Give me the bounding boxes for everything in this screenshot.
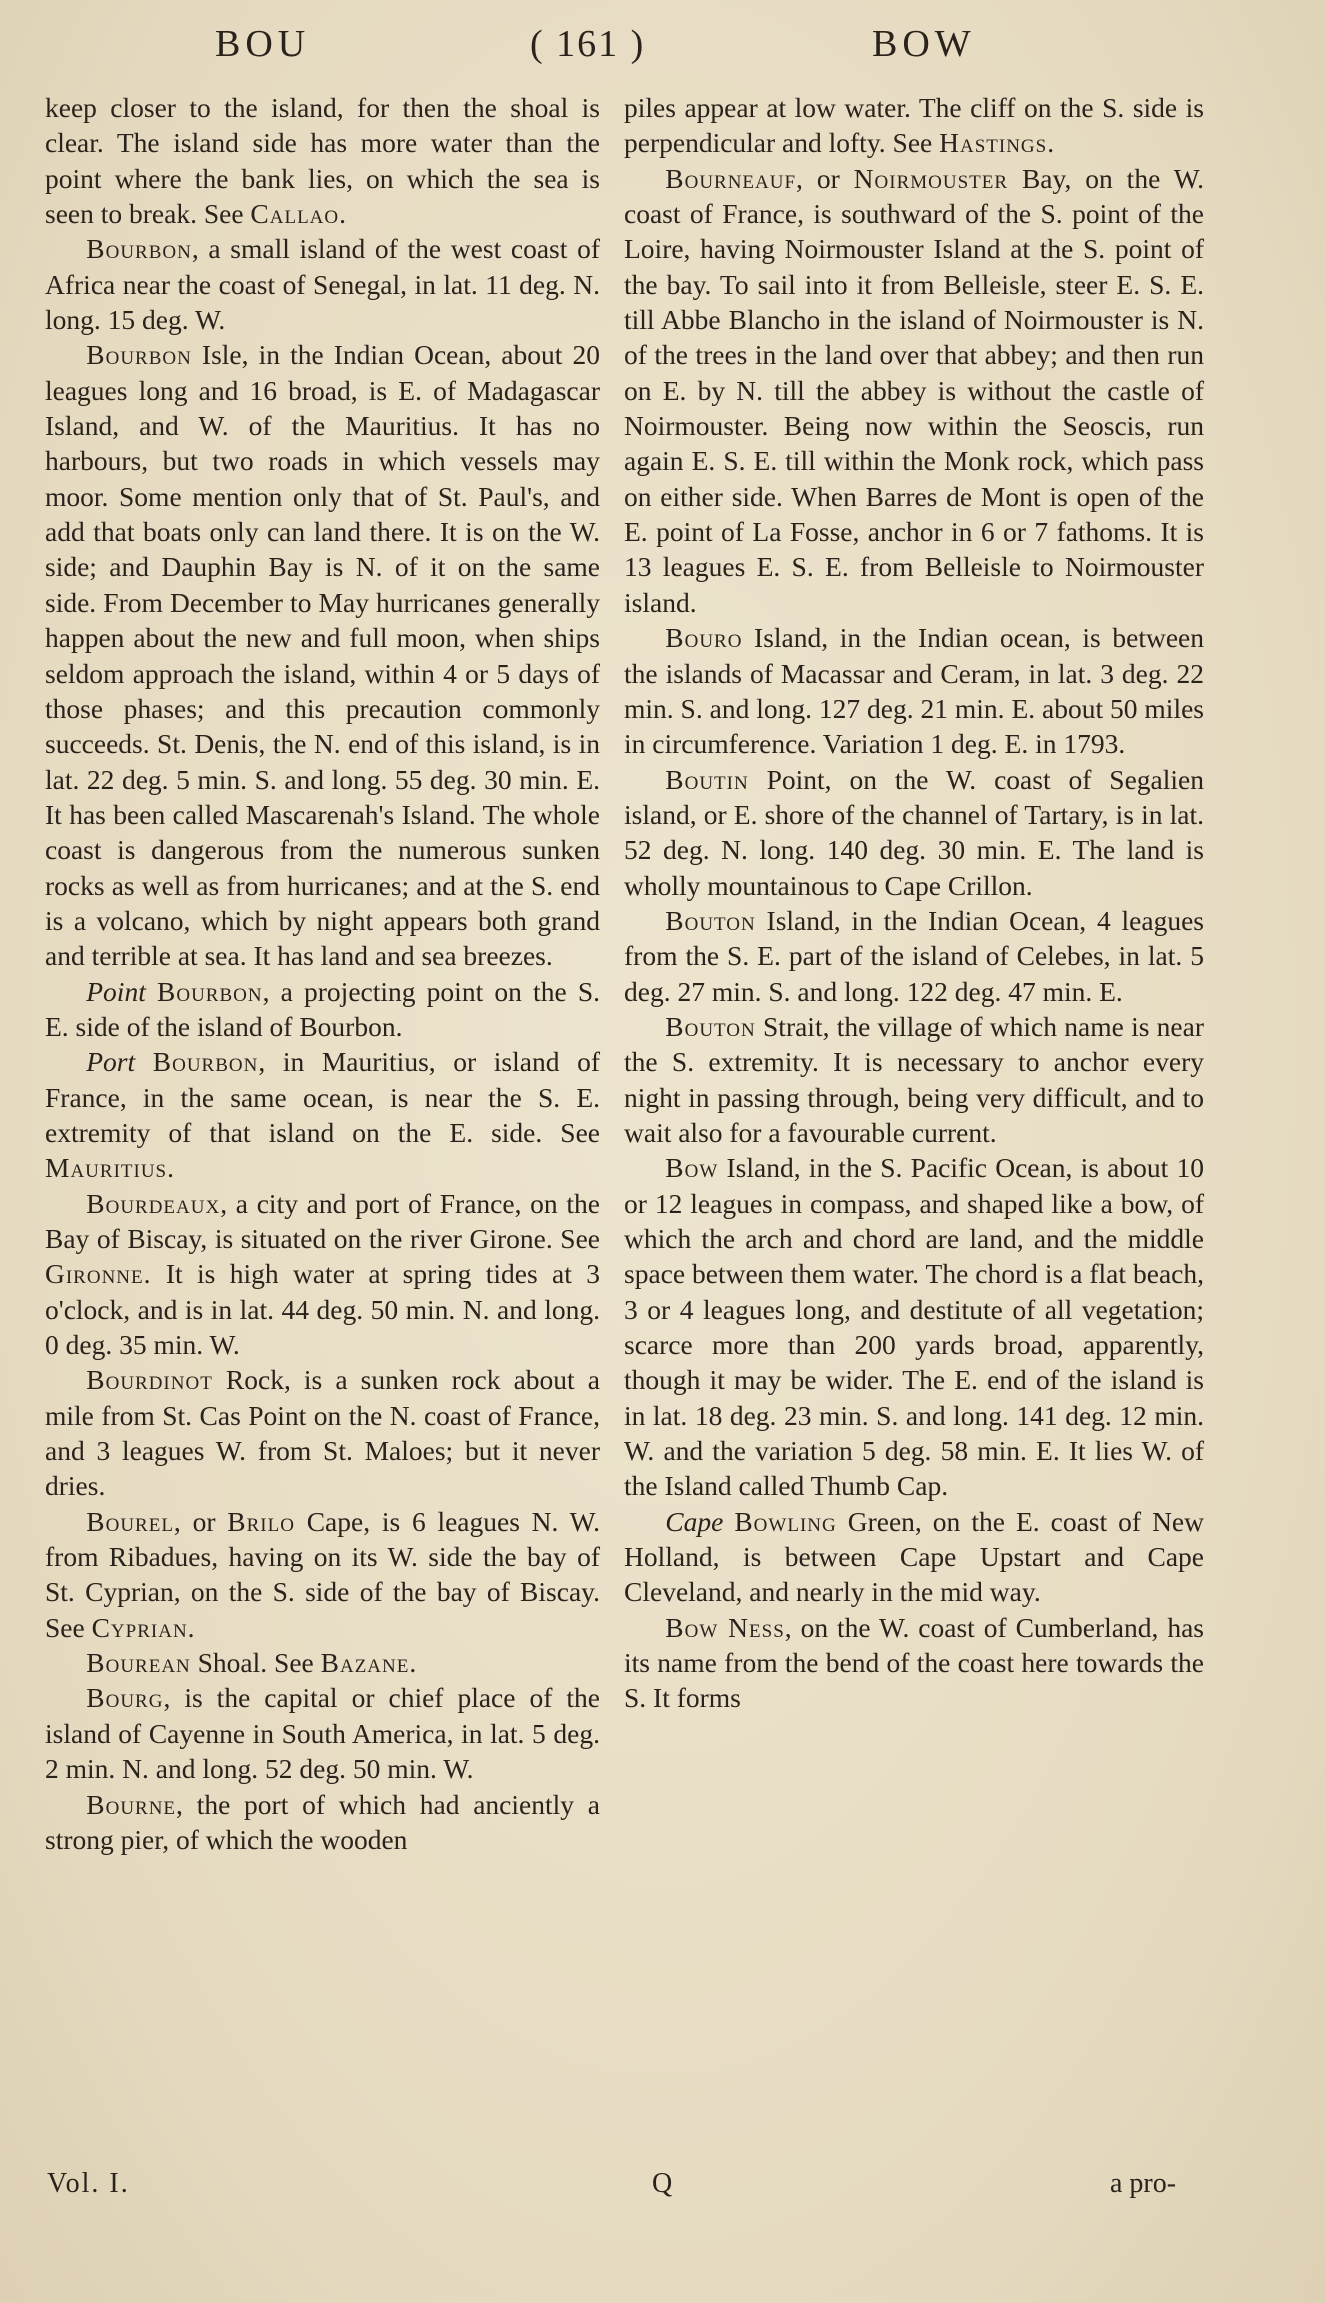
entry-headword: Bouton <box>665 904 756 936</box>
dictionary-entry <box>624 620 1204 761</box>
entry-text: Island, in the Indian ocean, is between the islands of Macassar and Ceram, in lat. 3 deg. 22 min. S. and long. 127 deg. 21 min. E. about 50 miles in circumference. Variation 1 deg. E. in 1793. <box>624 622 1204 760</box>
entry-headword: Bourbon <box>152 1046 259 1078</box>
header-left-word: BOU <box>215 23 311 65</box>
running-header <box>0 22 1325 72</box>
dictionary-entry <box>45 337 600 973</box>
entry-text: Island, in the Indian Ocean, 4 leagues from the S. E. part of the island of Celebes, in lat. 5 deg. 27 min. S. and long. 122 deg. 47 min. E. <box>624 904 1204 1007</box>
entry-headword: Bowling <box>734 1505 837 1537</box>
entry-qualifier: Cape <box>665 1505 724 1537</box>
entry-headword: Gironne. <box>45 1258 152 1290</box>
entry-text: Shoal. See <box>190 1647 321 1679</box>
entry-headword: Hastings. <box>939 127 1056 159</box>
entry-text <box>135 1046 153 1077</box>
entry-qualifier: Point <box>86 975 146 1007</box>
entry-headword: Callao. <box>250 198 347 230</box>
dictionary-entry <box>45 1186 600 1363</box>
dictionary-entry <box>45 231 600 337</box>
entry-text: , or <box>173 1505 228 1537</box>
entry-headword: Bourne <box>86 1788 177 1820</box>
entry-headword: Bow Ness <box>665 1611 785 1643</box>
entry-text: , a city and port of France, on the Bay of Biscay, is situated on the river Girone. See <box>45 1187 600 1254</box>
dictionary-entry <box>624 762 1204 903</box>
entry-headword: Bow <box>665 1152 719 1184</box>
header-right-word: BOW <box>872 23 976 65</box>
entry-headword: Bourg <box>86 1682 164 1714</box>
entry-text: , on the W. coast of Cumberland, has its name from the bend of the coast here towards the S. It forms <box>624 1611 1204 1714</box>
dictionary-entry <box>624 161 1204 620</box>
dictionary-entry <box>45 1787 600 1858</box>
dictionary-entry <box>624 903 1204 1009</box>
entry-text: , is the capital or chief place of the island of Cayenne in South America, in lat. 5 deg. 2 min. N. and long. 52 deg. 50 min. W. <box>45 1682 600 1785</box>
dictionary-entry <box>45 974 600 1045</box>
entry-text: Bay, on the W. coast of France, is southward of the S. point of the Loire, having Noirmouster Island at the S. point of the bay. To sail into it from Belleisle, steer E. S. E. till Abbe Blancho in the island of Noirmouster is N. of the trees in the land over that abbey; and then run on E. by N. till the abbey is without the castle of Noirmouster. Being now within the Seoscis, run again E. S. E. till within the Monk rock, which pass on either side. When Barres de Mont is open of the E. point of La Fosse, anchor in 6 or 7 fathoms. It is 13 leagues E. S. E. from Belleisle to Noirmouster island. <box>624 162 1204 618</box>
entry-headword: Bourneauf <box>665 162 797 194</box>
signature-mark: Q <box>652 2168 673 2199</box>
entry-headword: Bourbon <box>86 339 192 371</box>
dictionary-entry <box>45 1680 600 1786</box>
entry-text: , a projecting point on the S. E. side of the island of Bourbon. <box>45 975 600 1042</box>
entry-text: Cape, is 6 leagues N. W. from Ribadues, having on its W. side the bay of St. Cyprian, on the S. side of the bay of Biscay. See <box>45 1505 600 1643</box>
entry-headword: Noirmouster <box>853 162 1009 194</box>
entry-text: Strait, the village of which name is near the S. extremity. It is necessary to anchor every night in passing through, being very difficult, and to wait also for a favourable current. <box>624 1010 1204 1148</box>
entry-text: Island, in the S. Pacific Ocean, is about 10 or 12 leagues in compass, and shaped like a bow, of which the arch and chord are land, and the middle space between them water. The chord is a flat beach, 3 or 4 leagues long, and destitute of all vegetation; scarce more than 200 yards broad, apparently, though it may be wider. The E. end of the island is in lat. 18 deg. 23 min. S. and long. 141 deg. 12 min. W. and the variation 5 deg. 58 min. E. It lies W. of the Island called Thumb Cap. <box>624 1152 1204 1502</box>
dictionary-entry <box>624 1009 1204 1150</box>
entry-text <box>723 1506 734 1537</box>
entry-text: piles appear at low water. The cliff on the S. side is perpendicular and lofty. See <box>624 92 1204 159</box>
left-text-column <box>45 90 600 1857</box>
entry-qualifier: Port <box>86 1046 136 1078</box>
dictionary-entry <box>624 1150 1204 1503</box>
entry-headword: Bouton <box>665 1010 756 1042</box>
entry-text: Point, on the W. coast of Segalien island, or E. shore of the channel of Tartary, is in lat. 52 deg. N. long. 140 deg. 30 min. E. The land is wholly mountainous to Cape Crillon. <box>624 763 1204 901</box>
catchword: a pro- <box>1110 2168 1177 2199</box>
entry-text: , or <box>796 162 854 194</box>
dictionary-entry <box>624 1610 1204 1716</box>
dictionary-entry <box>45 1645 600 1680</box>
right-text-column <box>624 90 1204 1716</box>
entry-headword: Bourel <box>86 1505 174 1537</box>
entry-headword: Bazane. <box>320 1647 418 1679</box>
page-number: ( 161 ) <box>530 23 646 65</box>
entry-headword: Bourdinot <box>86 1364 213 1396</box>
entry-headword: Boutin <box>665 763 749 795</box>
page-footer <box>0 2168 1325 2208</box>
dictionary-entry <box>624 90 1204 161</box>
entry-headword: Bouro <box>665 622 743 654</box>
entry-headword: Cyprian. <box>91 1611 196 1643</box>
entry-headword: Bourdeaux <box>86 1187 221 1219</box>
entry-text: It is high water at spring tides at 3 o'clock, and is in lat. 44 deg. 50 min. N. and long. 0 deg. 35 min. W. <box>45 1258 600 1361</box>
entry-text: , in Mauritius, or island of France, in the same ocean, is near the S. E. extremity of that island on the E. side. See <box>45 1046 600 1148</box>
volume-label: Vol. I. <box>47 2168 130 2199</box>
entry-headword: Brilo <box>227 1505 295 1537</box>
entry-text: Isle, in the Indian Ocean, about 20 leagues long and 16 broad, is E. of Madagascar Island, and W. of the Mauritius. It has no harbours, but two roads in which vessels may moor. Some mention only that of St. Paul's, and add that boats only can land there. It is on the W. side; and Dauphin Bay is N. of it on the same side. From December to May hurricanes generally happen about the new and full moon, when ships seldom approach the island, within 4 or 5 days of those phases; and this precaution commonly succeeds. St. Denis, the N. end of this island, is in lat. 22 deg. 5 min. S. and long. 55 deg. 30 min. E. It has been called Mascarenah's Island. The whole coast is dangerous from the numerous sunken rocks as well as from hurricanes; and at the S. end is a volcano, which by night appears both grand and terrible at sea. It has land and sea breezes. <box>45 339 600 972</box>
entry-text: keep closer to the island, for then the shoal is clear. The island side has more water than the point where the bank lies, on which the sea is seen to break. See <box>45 92 600 230</box>
entry-headword: Bourean <box>86 1647 191 1679</box>
entry-text: Green, on the E. coast of New Holland, is between Cape Upstart and Cape Cleveland, and nearly in the mid way. <box>624 1505 1205 1608</box>
entry-headword: Mauritius. <box>45 1152 175 1184</box>
entry-headword: Bourbon <box>86 233 192 265</box>
dictionary-entry <box>45 90 600 231</box>
entry-text: , the port of which had anciently a strong pier, of which the wooden <box>45 1788 600 1855</box>
dictionary-entry <box>45 1362 600 1503</box>
entry-text: Rock, is a sunken rock about a mile from St. Cas Point on the N. coast of France, and 3 leagues W. from St. Maloes; but it never dries. <box>45 1364 600 1502</box>
dictionary-entry <box>45 1044 600 1185</box>
entry-text <box>146 976 157 1007</box>
entry-headword: Bourbon <box>157 975 263 1007</box>
entry-text: , a small island of the west coast of Africa near the coast of Senegal, in lat. 11 deg. N. long. 15 deg. W. <box>45 233 600 336</box>
dictionary-entry <box>45 1504 600 1645</box>
dictionary-entry <box>624 1504 1204 1610</box>
